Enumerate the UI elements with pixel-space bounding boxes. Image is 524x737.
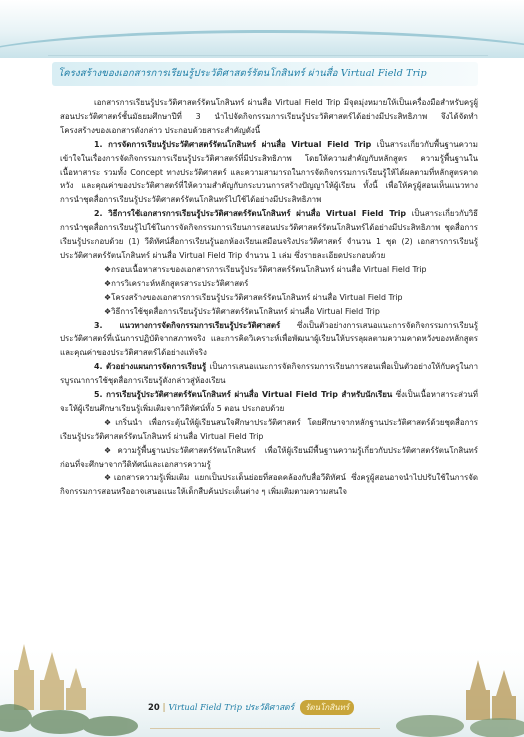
diamond-bullet-icon: ❖ bbox=[104, 264, 112, 274]
footer-logo: รัตนโกสินทร์ bbox=[300, 700, 354, 715]
bullet-text: วิธีการใช้ชุดสื่อการเรียนรู้ประวัติศาสตร์รัตนโกสินทร์ ผ่านสื่อ Virtual Field Trip bbox=[111, 306, 380, 316]
section-3-text: ซึ่งเป็นตัวอย่างการเสนอแนะการจัดกิจกรรมการเรียนรู้ประวัติศาสตร์ที่เน้นการปฏิบัติจากสภาพจริง และการคิดวิเคราะห์เพื่อพัฒนาผู้เรียนให้บรรลุผลตามความคาดหวังของหลักสูตร และคุณค่าของประวัติศาสตร์ได้อย่างแท้จริง bbox=[60, 320, 478, 358]
section-2-text: เป็นสาระเกี่ยวกับวิธีการนำชุดสื่อการเรียนรู้ไปใช้ในการจัดกิจกรรมการเรียนการสอนประวัติศาสตร์รัตนโกสินทร์ได้อย่างมีประสิทธิภาพ ชุดสื่อการเรียนรู้ประกอบด้วย (1) วีดิทัศน์สื่อการเรียนรู้นอกห้องเรียนเสมือนจริงประวัติศาสตร์ จำนวน 1 ชุด (2) เอกสารการเรียนรู้ประวัติศาสตร์รัตนโกสินทร์ ผ่านสื่อ Virtual Field Trip จำนวน 1 เล่ม ซึ่งรายละเอียดประกอบด้วย bbox=[60, 209, 478, 260]
bullet-text: โครงสร้างของเอกสารการเรียนรู้ประวัติศาสตร์รัตนโกสินทร์ ผ่านสื่อ Virtual Field Trip bbox=[111, 292, 403, 302]
section-4-heading: 4. ตัวอย่างแผนการจัดการเรียนรู้ bbox=[94, 362, 207, 372]
header-band bbox=[0, 0, 524, 58]
bullet-text: เกริ่นนำ เพื่อกระตุ้นให้ผู้เรียนสนใจศึกษาประวัติศาสตร์ โดยศึกษาจากหลักฐานประวัติศาสตร์ด้วยชุดสื่อการเรียนรู้ประวัติศาสตร์รัตนโกสินทร์ ผ่านสื่อ Virtual Field Trip bbox=[60, 417, 479, 441]
list-item bbox=[60, 416, 478, 444]
section-1-heading: 1. การจัดการเรียนรู้ประวัติศาสตร์รัตนโกสินทร์ ผ่านสื่อ Virtual Field Trip bbox=[94, 139, 372, 149]
diamond-bullet-icon: ❖ bbox=[104, 445, 118, 455]
section-5-heading: 5. การเรียนรู้ประวัติศาสตร์รัตนโกสินทร์ ผ่านสื่อ Virtual Field Trip สำหรับนักเรียน bbox=[94, 390, 393, 400]
list-item bbox=[60, 305, 478, 319]
list-item bbox=[60, 471, 478, 499]
page-title: โครงสร้างของเอกสารการเรียนรู้ประวัติศาสตร์รัตนโกสินทร์ ผ่านสื่อ Virtual Field Trip bbox=[58, 68, 427, 79]
section-4 bbox=[60, 360, 478, 388]
diamond-bullet-icon: ❖ bbox=[104, 306, 112, 316]
page-footer bbox=[148, 700, 388, 718]
section-2-heading: 2. วิธีการใช้เอกสารการเรียนรู้ประวัติศาสตร์รัตนโกสินทร์ ผ่านสื่อ Virtual Field Trip bbox=[94, 209, 407, 219]
section-1 bbox=[60, 138, 478, 208]
diamond-bullet-icon: ❖ bbox=[104, 278, 112, 288]
section-2 bbox=[60, 207, 478, 263]
page-number: 20 bbox=[148, 702, 160, 712]
footer-rule bbox=[150, 728, 380, 729]
bullet-text: กรอบเนื้อหาสาระของเอกสารการเรียนรู้ประวัติศาสตร์รัตนโกสินทร์ ผ่านสื่อ Virtual Field Trip bbox=[111, 264, 427, 274]
bullet-text: เอกสารความรู้เพิ่มเติม แยกเป็นประเด็นย่อยที่สอดคล้องกับสื่อวีดิทัศน์ ซึ่งครูผู้สอนอาจนำไปปรับใช้ในการจัดกิจกรรมการสอนหรืออาจเสนอแนะให้เด็กสืบค้นประเด็นต่าง ๆ เพิ่มเติมตามความสนใจ bbox=[60, 473, 478, 497]
bullet-text: ความรู้พื้นฐานประวัติศาสตร์รัตนโกสินทร์ เพื่อให้ผู้เรียนมีพื้นฐานความรู้เกี่ยวกับประวัติศาสตร์รัตนโกสินทร์ก่อนที่จะศึกษาจากวีดิทัศน์และเอกสารความรู้ bbox=[60, 445, 478, 469]
temple-skyline-illustration bbox=[0, 640, 524, 737]
section-5-text: ซึ่งเป็นเนื้อหาสาระส่วนที่จะให้ผู้เรียนศึกษาเรียนรู้เพิ่มเติมจากวีดิทัศน์ทั้ง 5 ตอน ประกอบด้วย bbox=[60, 390, 478, 413]
bullet-text: การวิเคราะห์หลักสูตรสาระประวัติศาสตร์ bbox=[111, 278, 249, 288]
section-3-heading: 3. แนวทางการจัดกิจกรรมการเรียนรู้ประวัติศาสตร์ bbox=[94, 320, 281, 330]
diamond-bullet-icon: ❖ bbox=[104, 417, 116, 427]
list-item bbox=[60, 444, 478, 472]
diamond-bullet-icon: ❖ bbox=[104, 292, 112, 302]
diamond-bullet-icon: ❖ bbox=[104, 473, 114, 483]
list-item bbox=[60, 291, 478, 305]
section-5 bbox=[60, 388, 478, 416]
list-item bbox=[60, 277, 478, 291]
footer-title: Virtual Field Trip ประวัติศาสตร์ bbox=[168, 702, 295, 712]
intro-paragraph: เอกสารการเรียนรู้ประวัติศาสตร์รัตนโกสินทร์ ผ่านสื่อ Virtual Field Trip มีจุดมุ่งหมายให้เป็นเครื่องมือสำหรับครูผู้สอนประวัติศาสตร์ชั้นมัธยมศึกษาปีที่ 3 นำไปจัดกิจกรรมการเรียนรู้ประวัติศาสตร์ได้อย่างมีประสิทธิภาพ จึงได้จัดทำโครงสร้างของเอกสารดังกล่าว ประกอบด้วยสาระสำคัญดังนี้ bbox=[60, 98, 478, 135]
footer-separator: | bbox=[162, 702, 166, 712]
section-4-text: เป็นการเสนอแนะการจัดกิจกรรมการเรียนการสอนเพื่อเป็นตัวอย่างให้กับครูในการบูรณาการใช้ชุดสื่อการเรียนรู้ดังกล่าวสู่ห้องเรียน bbox=[60, 362, 479, 386]
header-rule bbox=[48, 55, 488, 56]
list-item bbox=[60, 263, 478, 277]
body-text bbox=[60, 96, 478, 499]
section-3 bbox=[60, 319, 478, 361]
section-1-text: เป็นสาระเกี่ยวกับพื้นฐานความเข้าใจในเรื่องการจัดกิจกรรมการเรียนรู้ประวัติศาสตร์ที่มีประสิทธิภาพ โดยให้ความสำคัญกับหลักสูตร ความรู้พื้นฐานในเนื้อหาสาระ รวมทั้ง Concept ทางประวัติศาสตร์ และความสามารถในการจัดกิจกรรมการเรียนรู้ให้ได้ผลตามที่หลักสูตรคาดหวัง และคุณค่าของประวัติศาสตร์ที่ให้ความสำคัญกับกระบวนการสร้างปัญญาให้ผู้เรียน ทั้งนี้ เพื่อให้ครูผู้สอนเห็นแนวทางการนำชุดสื่อการเรียนรู้ประวัติศาสตร์รัตนโกสินทร์ไปใช้ได้อย่างมีประสิทธิภาพ bbox=[60, 139, 478, 205]
